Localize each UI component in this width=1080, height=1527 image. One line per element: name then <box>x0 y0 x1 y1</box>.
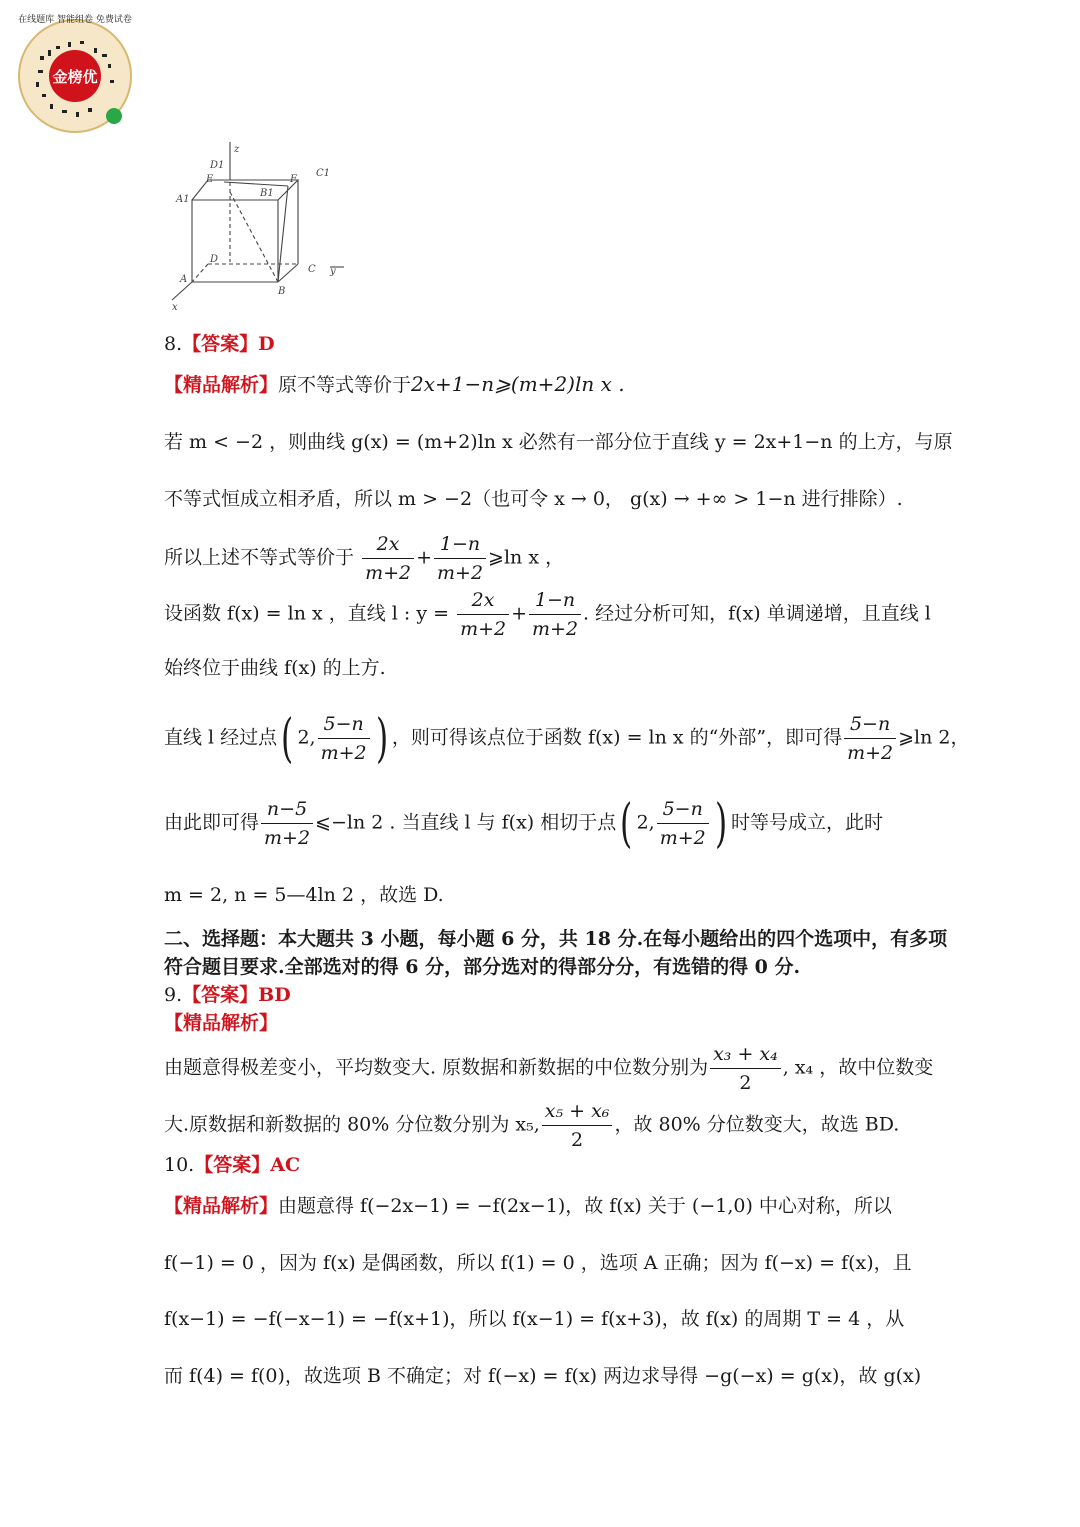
numerator: x₅ + x₆ <box>542 1097 613 1126</box>
fig-label-e: E <box>206 174 214 185</box>
numerator: 5−n <box>844 710 896 739</box>
fig-label-c: C <box>308 264 316 275</box>
q8-number: 8. <box>164 333 183 355</box>
denominator: m+2 <box>532 618 579 640</box>
q8-line7-text: 直线 l 经过点 <box>164 726 278 749</box>
q8-line5-text: 设函数 f(x) = ln x ，直线 l : y = <box>164 602 450 625</box>
q9-answer-tag: 【答案】 <box>182 984 259 1006</box>
q9-answer-line <box>164 983 291 1007</box>
point-x: 2, <box>297 726 316 749</box>
fig-label-a: A <box>180 274 188 285</box>
denominator: m+2 <box>659 827 706 849</box>
fig-label-y: y <box>330 266 336 277</box>
q8-line8: 由此即可得 $\frac{n-5}{m+2}$ ⩽−ln 2 . 当直线 l 与 f(x) 相切于点( 2, $\frac{5-n}{m+2}$ ) 时等号成立，此时 <box>164 793 884 854</box>
q10-line2: f(−1) = 0 ，因为 f(x) 是偶函数，所以 f(1) = 0 ，选项 A 正确；因为 f(−x) = f(x)，且 <box>164 1252 912 1274</box>
q8-line9: m = 2, n = 5—4ln 2 ，故选 D. <box>164 884 444 906</box>
q9-line2 <box>164 1097 899 1154</box>
q9-number: 9. <box>164 984 183 1006</box>
denominator: 2 <box>571 1129 584 1151</box>
numerator: 2x <box>362 530 414 559</box>
fraction <box>362 530 414 587</box>
q8-answer: D <box>258 333 275 355</box>
q8-line3: 不等式恒成立相矛盾，所以 m > −2（也可令 x → 0， g(x) → +∞ > 1−n 进行排除）. <box>164 488 903 510</box>
numerator: x₃ + x₄ <box>710 1040 781 1069</box>
q8-line8-text: 由此即可得 <box>164 811 260 834</box>
numerator: 1−n <box>434 530 486 559</box>
q8-line6: 始终位于曲线 f(x) 的上方. <box>164 657 386 679</box>
numerator: 1−n <box>529 586 581 615</box>
fraction <box>710 1040 781 1097</box>
q9-line1-end: , x₄ ，故中位数变 <box>782 1056 934 1079</box>
numerator: n−5 <box>261 795 313 824</box>
q8-answer-line <box>164 332 275 356</box>
q10-answer-line <box>164 1153 300 1177</box>
denominator: m+2 <box>264 827 311 849</box>
q8-line7-end: ⩾ln 2， <box>898 726 970 749</box>
q8-line7: 直线 l 经过点( 2, $\frac{5-n}{m+2}$ ) ，则可得该点位于函数 f(x) = ln x 的“外部”，即可得 $\frac{5-n}{m+2}$ ⩾ln 2， <box>164 708 970 769</box>
q9-analysis-tag-line <box>164 1011 278 1035</box>
fraction <box>457 586 509 643</box>
fraction <box>542 1097 613 1154</box>
fraction <box>844 710 896 767</box>
q8-math: 2x+1−n⩾(m+2)ln x . <box>411 372 625 396</box>
q8-line8-end: 时等号成立，此时 <box>731 811 884 834</box>
fraction <box>657 795 709 852</box>
q9-line1-text: 由题意得极差变小，平均数变大. 原数据和新数据的中位数分别为 <box>164 1056 709 1079</box>
numerator: 5−n <box>318 710 370 739</box>
fig-label-f: F <box>290 174 297 185</box>
denominator: 2 <box>739 1072 752 1094</box>
logo-ring-text: 在线题库 智能组卷 免费试卷 <box>18 15 132 25</box>
q9-analysis-tag: 【精品解析】 <box>164 1012 279 1034</box>
fraction <box>434 530 486 587</box>
q8-analysis-line1 <box>164 372 625 397</box>
denominator: m+2 <box>365 562 412 584</box>
q10-analysis-tag: 【精品解析】 <box>164 1195 279 1217</box>
numerator: 5−n <box>657 795 709 824</box>
point-x: 2, <box>636 811 655 834</box>
q8-line4: 所以上述不等式等价于 $\frac{2x}{m+2}$ + $\frac{1-n}{m+2}$ ⩾ln x ， <box>164 530 564 587</box>
numerator: 2x <box>457 586 509 615</box>
denominator: m+2 <box>437 562 484 584</box>
q8-line4-text: 所以上述不等式等价于 <box>164 546 355 569</box>
fig-label-d: D <box>210 254 219 265</box>
logo-text: 金榜优 <box>52 68 98 86</box>
cube-figure <box>168 142 368 312</box>
fraction <box>318 710 370 767</box>
q10-line3: f(x−1) = −f(−x−1) = −f(x+1)，所以 f(x−1) = f(x+3)，故 f(x) 的周期 T = 4 ，从 <box>164 1308 905 1330</box>
q8-line4-end: ⩾ln x ， <box>488 546 565 569</box>
section2-heading-line2: 符合题目要求.全部选对的得 6 分，部分选对的得部分分，有选错的得 0 分. <box>164 956 801 978</box>
q10-answer-tag: 【答案】 <box>194 1154 271 1176</box>
fraction <box>529 586 581 643</box>
fig-label-c1: C1 <box>316 168 331 179</box>
q8-line5: 设函数 f(x) = ln x ，直线 l : y = $\frac{2x}{m+2}$ + $\frac{1-n}{m+2}$ . 经过分析可知，f(x) 单调递增，且直线 l <box>164 586 931 643</box>
q8-answer-tag: 【答案】 <box>182 333 259 355</box>
section2-heading-line1: 二、选择题：本大题共 3 小题，每小题 6 分，共 18 分.在每小题给出的四个选项中，有多项 <box>164 928 948 950</box>
q9-line2-text: 大.原数据和新数据的 80% 分位数分别为 x₅, <box>164 1113 540 1136</box>
q8-analysis-tag: 【精品解析】 <box>164 374 279 396</box>
q9-answer: BD <box>258 984 291 1006</box>
fig-label-x: x <box>172 302 178 312</box>
q10-answer: AC <box>270 1154 301 1176</box>
q10-number: 10. <box>164 1154 195 1176</box>
q10-line1 <box>164 1194 892 1218</box>
fig-label-z: z <box>234 144 240 155</box>
q9-line1 <box>164 1040 933 1097</box>
logo-badge <box>10 8 140 138</box>
denominator: m+2 <box>847 742 894 764</box>
q10-line1-text: 由题意得 f(−2x−1) = −f(2x−1)，故 f(x) 关于 (−1,0) 中心对称，所以 <box>278 1195 892 1217</box>
fig-label-b1: B1 <box>260 188 274 199</box>
q8-line7-mid: ，则可得该点位于函数 f(x) = ln x 的“外部”，即可得 <box>391 726 843 749</box>
q8-line2: 若 m < −2 ，则曲线 g(x) = (m+2)ln x 必然有一部分位于直线 y = 2x+1−n 的上方，与原 <box>164 431 953 453</box>
q8-line5-end: . 经过分析可知，f(x) 单调递增，且直线 l <box>583 602 931 625</box>
q9-line2-end: ，故 80% 分位数变大，故选 BD. <box>614 1113 900 1136</box>
q8-text: 原不等式等价于 <box>278 374 412 396</box>
fig-label-b: B <box>278 286 286 297</box>
q8-line8-mid: ⩽−ln 2 . 当直线 l 与 f(x) 相切于点 <box>315 811 617 834</box>
fraction <box>261 795 313 852</box>
denominator: m+2 <box>320 742 367 764</box>
denominator: m+2 <box>460 618 507 640</box>
fig-label-d1: D1 <box>210 160 225 171</box>
fig-label-a1: A1 <box>176 194 190 205</box>
q10-line4: 而 f(4) = f(0)，故选项 B 不确定；对 f(−x) = f(x) 两边求导得 −g(−x) = g(x)，故 g(x) <box>164 1365 922 1387</box>
